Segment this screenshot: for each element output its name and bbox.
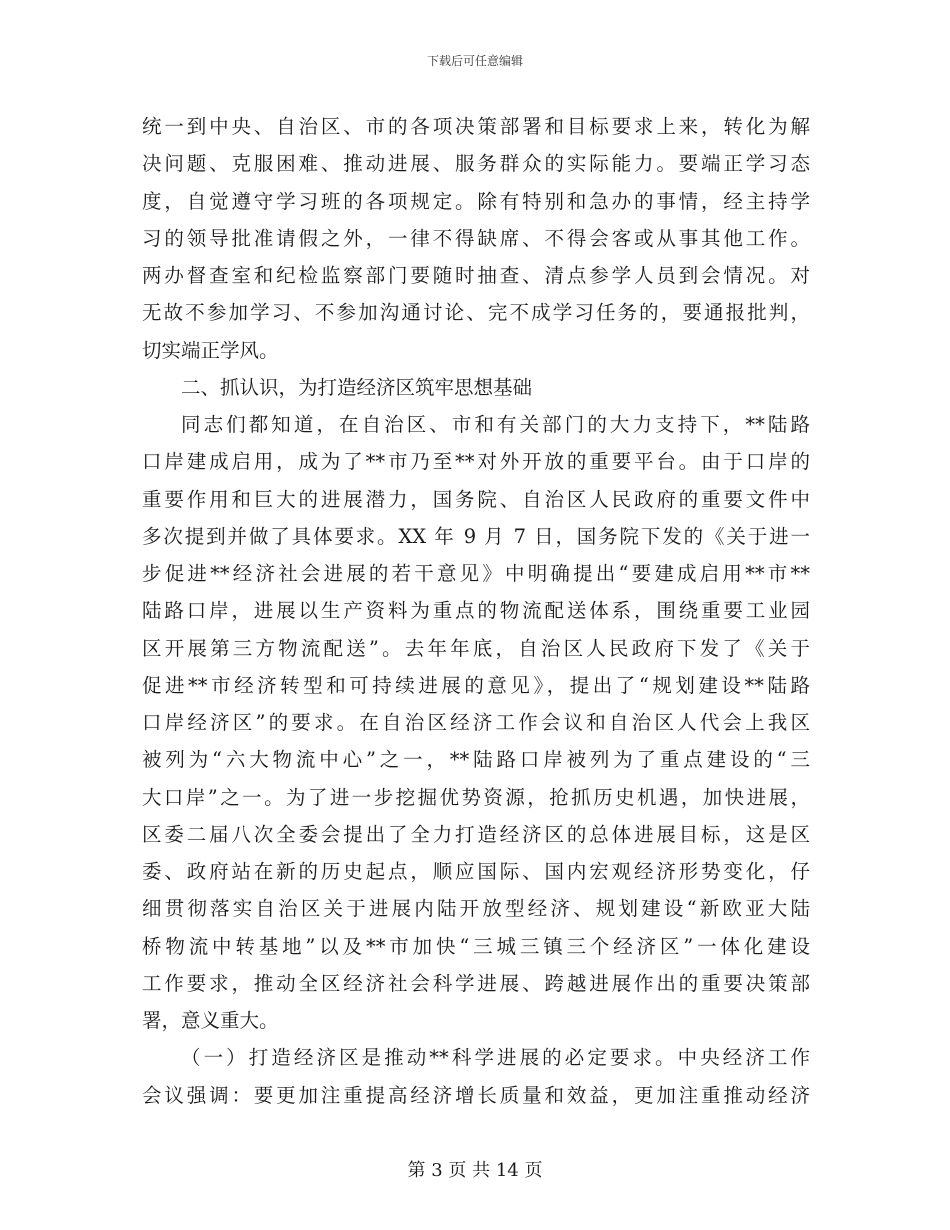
text-line: 多次提到并做了具体要求。XX 年 9 月 7 日，国务院下发的《关于进一 — [142, 524, 810, 548]
text-line: 无故不参加学习、不参加沟通讨论、完不成学习任务的，要通报批判， — [142, 301, 810, 325]
page-number: 第 3 页 共 14 页 — [407, 1160, 543, 1181]
text-line: 重要作用和巨大的进展潜力，国务院、自治区人民政府的重要文件中 — [142, 487, 810, 511]
text-line: 署，意义重大。 — [142, 1009, 279, 1032]
text-line: （一）打造经济区是推动**科学进展的必定要求。中央经济工作 — [181, 1046, 810, 1070]
text-line: 口岸经济区”的要求。在自治区经济工作会议和自治区人代会上我区 — [142, 711, 810, 734]
text-line: 度，自觉遵守学习班的各项规定。除有特别和急办的事情，经主持学 — [142, 189, 810, 213]
text-line: 区委二届八次全委会提出了全力打造经济区的总体进展目标，这是区 — [142, 822, 810, 846]
text-line: 区开展第三方物流配送”。去年年底，自治区人民政府下发了《关于 — [142, 636, 810, 660]
text-line: 促进**市经济转型和可持续进展的意见》，提出了“规划建设**陆路 — [142, 673, 810, 697]
text-line: 两办督查室和纪检监察部门要随时抽查、清点参学人员到会情况。对 — [142, 264, 810, 287]
text-line: 切实端正学风。 — [142, 338, 279, 362]
text-line: 陆路口岸，进展以生产资料为重点的物流配送体系，围绕重要工业园 — [142, 599, 810, 623]
text-line: 桥物流中转基地”以及**市加快“三城三镇三个经济区”一体化建设 — [142, 934, 810, 958]
text-line: 大口岸”之一。为了进一步挖掘优势资源，抢抓历史机遇，加快进展， — [142, 785, 810, 809]
text-line: 会议强调：要更加注重提高经济增长质量和效益，更加注重推动经济 — [142, 1083, 810, 1107]
text-line: 细贯彻落实自治区关于进展内陆开放型经济、规划建设“新欧亚大陆 — [142, 897, 810, 921]
text-line: 口岸建成启用，成为了**市乃至**对外开放的重要平台。由于口岸的 — [142, 450, 810, 474]
text-line: 同志们都知道，在自治区、市和有关部门的大力支持下，**陆路 — [181, 413, 810, 436]
text-line: 步促进**经济社会进展的若干意见》中明确提出“要建成启用**市** — [142, 562, 810, 585]
text-line: 二、抓认识，为打造经济区筑牢思想基础 — [181, 375, 533, 399]
text-line: 决问题、克服困难、推动进展、服务群众的实际能力。要端正学习态 — [142, 152, 810, 176]
text-line: 委、政府站在新的历史起点，顺应国际、国内宏观经济形势变化，仔 — [142, 860, 810, 883]
document-body — [142, 108, 810, 1114]
text-line: 习的领导批准请假之外，一律不得缺席、不得会客或从事其他工作。 — [142, 226, 810, 250]
text-line: 工作要求，推动全区经济社会科学进展、跨越进展作出的重要决策部 — [142, 971, 810, 995]
page-header: 下载后可任意编辑 — [426, 54, 523, 68]
text-line: 被列为“六大物流中心”之一，**陆路口岸被列为了重点建设的“三 — [142, 748, 810, 772]
text-line: 统一到中央、自治区、市的各项决策部署和目标要求上来，转化为解 — [142, 115, 810, 138]
